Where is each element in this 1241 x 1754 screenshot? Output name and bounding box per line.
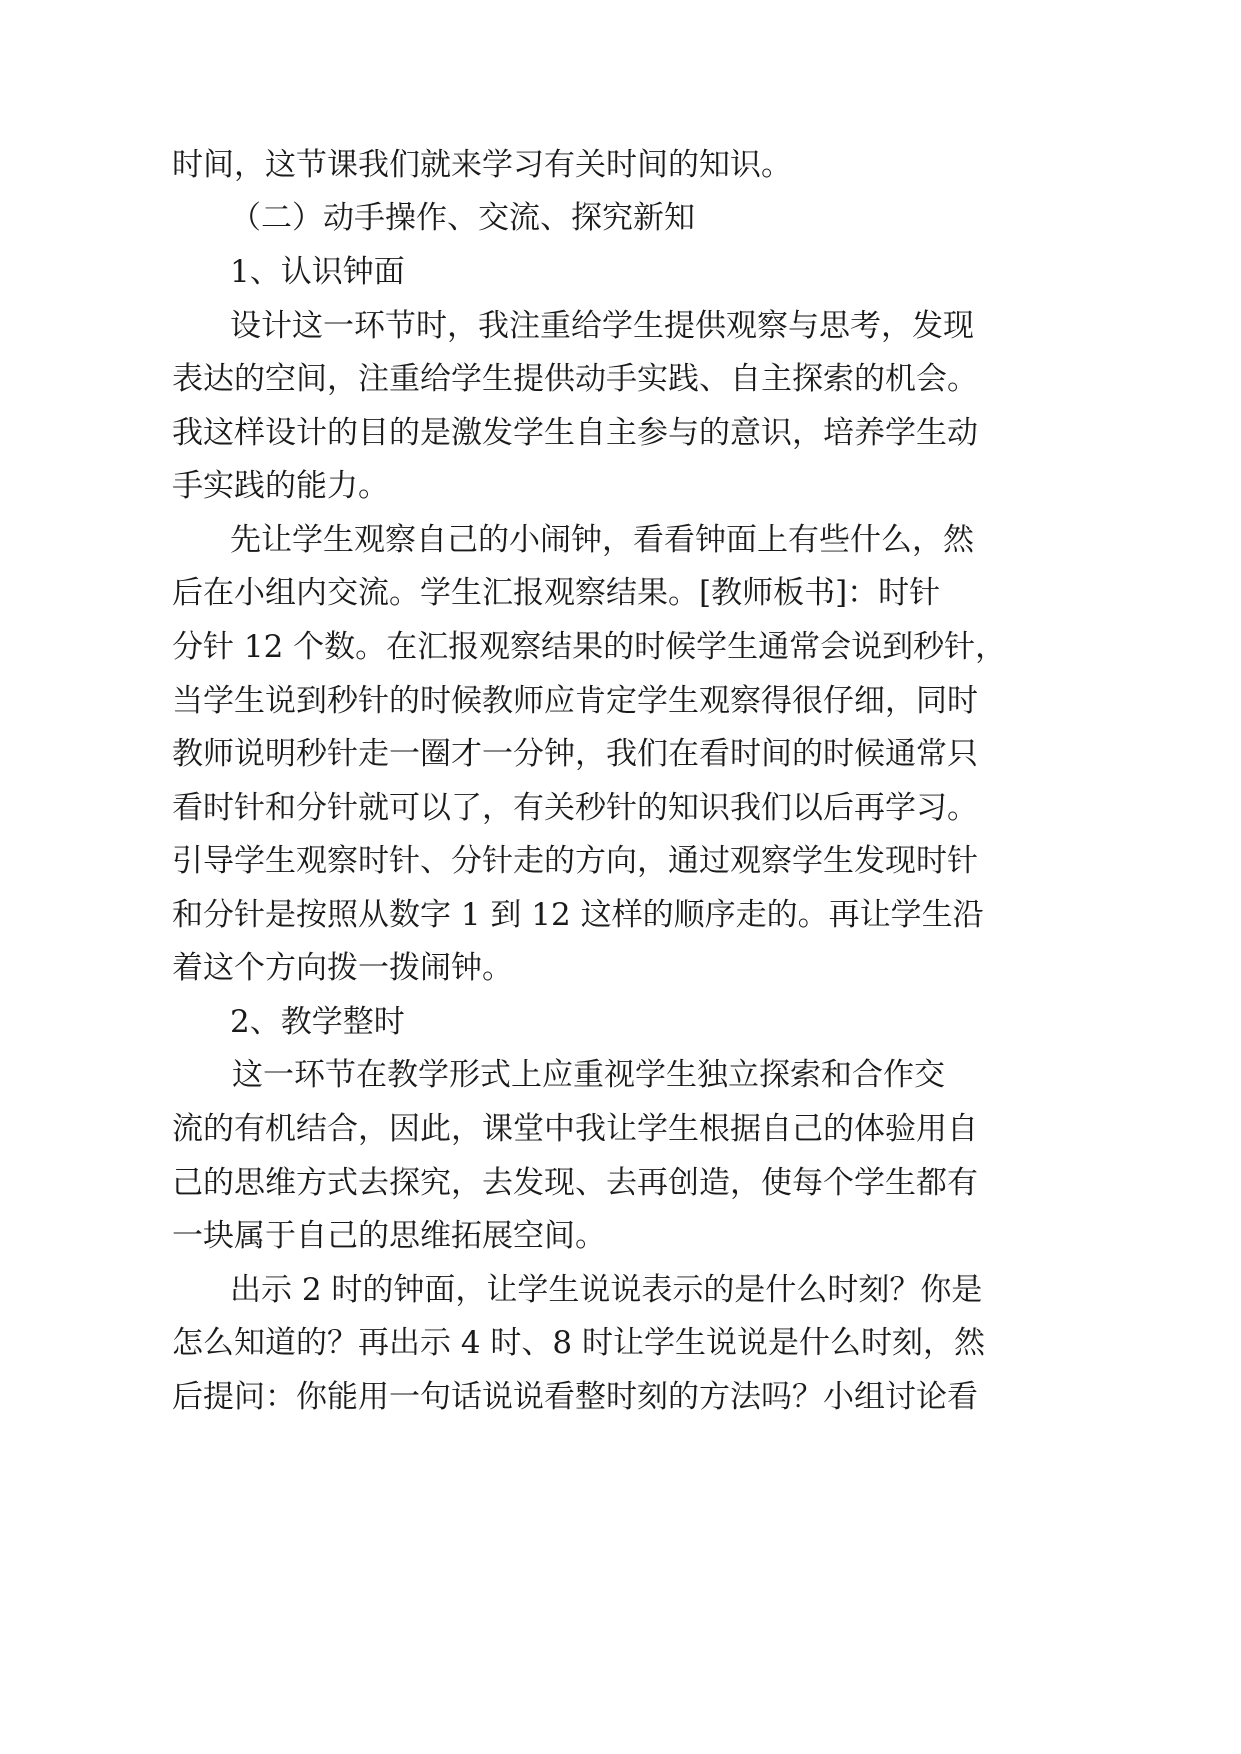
paragraph-line: 己的思维方式去探究，去发现、去再创造，使每个学生都有 [172, 1165, 978, 1201]
paragraph-line: 手实践的能力。 [172, 468, 389, 504]
paragraph-line: 表达的空间，注重给学生提供动手实践、自主探索的机会。 [172, 361, 978, 397]
paragraph-line: 时间，这节课我们就来学习有关时间的知识。 [172, 147, 792, 183]
paragraph-line: 看时针和分针就可以了，有关秒针的知识我们以后再学习。 [172, 790, 978, 826]
paragraph-line: 着这个方向拨一拨闹钟。 [172, 950, 513, 986]
paragraph-line: 设计这一环节时，我注重给学生提供观察与思考，发现 [230, 308, 974, 344]
paragraph-line: 当学生说到秒针的时候教师应肯定学生观察得很仔细，同时 [172, 683, 978, 719]
paragraph-line: 先让学生观察自己的小闹钟，看看钟面上有些什么，然 [230, 522, 974, 558]
paragraph-line: 后在小组内交流。学生汇报观察结果。[教师板书]：时针 [172, 575, 941, 611]
paragraph-line: 这一环节在教学形式上应重视学生独立探索和合作交 [232, 1057, 945, 1093]
subsection-heading: 1、认识钟面 [230, 254, 405, 290]
paragraph-line: 流的有机结合，因此，课堂中我让学生根据自己的体验用自 [172, 1111, 978, 1147]
section-heading: （二）动手操作、交流、探究新知 [230, 200, 695, 236]
paragraph-line: 和分针是按照从数字 1 到 12 这样的顺序走的。再让学生沿 [172, 897, 984, 933]
paragraph-line: 后提问：你能用一句话说说看整时刻的方法吗？小组讨论看 [172, 1379, 978, 1415]
subsection-heading: 2、教学整时 [230, 1004, 405, 1040]
paragraph-line: 引导学生观察时针、分针走的方向，通过观察学生发现时针 [172, 843, 978, 879]
paragraph-line: 我这样设计的目的是激发学生自主参与的意识，培养学生动 [172, 415, 978, 451]
paragraph-line: 一块属于自己的思维拓展空间。 [172, 1218, 606, 1254]
paragraph-line: 出示 2 时的钟面，让学生说说表示的是什么时刻？你是 [230, 1272, 983, 1308]
paragraph-line: 分针 12 个数。在汇报观察结果的时候学生通常会说到秒针， [172, 629, 1007, 665]
paragraph-line: 怎么知道的？再出示 4 时、8 时让学生说说是什么时刻，然 [172, 1325, 986, 1361]
paragraph-line: 教师说明秒针走一圈才一分钟，我们在看时间的时候通常只 [172, 736, 978, 772]
